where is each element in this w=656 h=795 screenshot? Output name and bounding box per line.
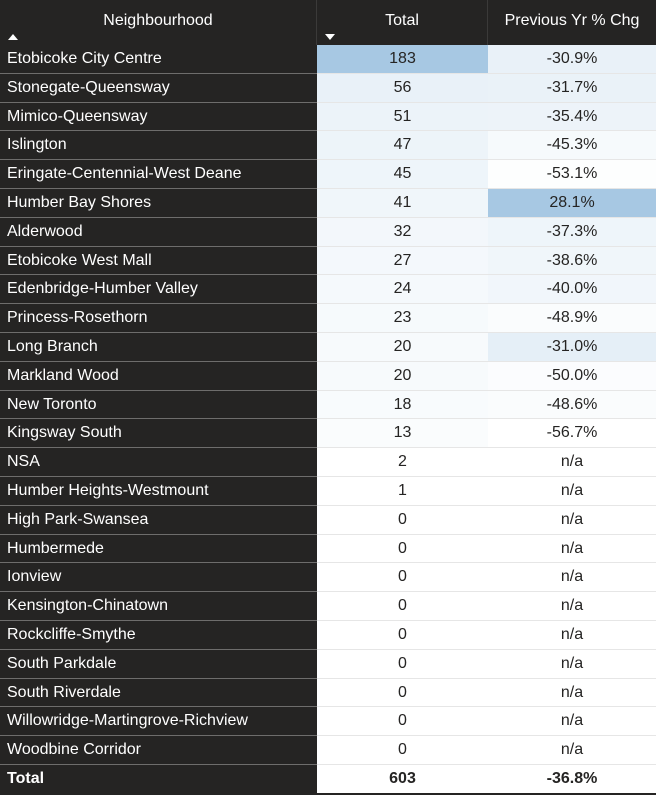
previous-yr-change-cell: n/a	[488, 736, 656, 765]
neighbourhood-cell: Humber Heights-Westmount	[0, 477, 317, 506]
previous-yr-change-cell: -48.6%	[488, 391, 656, 420]
total-cell: 0	[317, 679, 488, 708]
previous-yr-change-cell: n/a	[488, 477, 656, 506]
total-cell: 27	[317, 247, 488, 276]
table-row[interactable]	[0, 275, 656, 304]
table-row[interactable]	[0, 621, 656, 650]
total-cell: 0	[317, 736, 488, 765]
total-cell: 0	[317, 707, 488, 736]
neighbourhood-cell: South Parkdale	[0, 650, 317, 679]
previous-yr-change-cell: n/a	[488, 592, 656, 621]
column-header-total[interactable]	[317, 0, 488, 45]
total-cell: 24	[317, 275, 488, 304]
total-cell: 0	[317, 535, 488, 564]
table-row[interactable]	[0, 160, 656, 189]
table-row[interactable]	[0, 448, 656, 477]
column-header-label: Total	[385, 12, 419, 29]
neighbourhood-cell: Edenbridge-Humber Valley	[0, 275, 317, 304]
table-row[interactable]	[0, 679, 656, 708]
previous-yr-change-cell: -38.6%	[488, 247, 656, 276]
previous-yr-change-cell: n/a	[488, 506, 656, 535]
total-cell: 51	[317, 103, 488, 132]
total-cell: 41	[317, 189, 488, 218]
table-row[interactable]	[0, 247, 656, 276]
previous-yr-change-cell: n/a	[488, 650, 656, 679]
neighbourhood-cell: Mimico-Queensway	[0, 103, 317, 132]
table-row[interactable]	[0, 218, 656, 247]
previous-yr-change-cell: n/a	[488, 707, 656, 736]
total-cell: 0	[317, 592, 488, 621]
total-row	[0, 765, 656, 794]
neighbourhood-cell: Etobicoke City Centre	[0, 45, 317, 74]
neighbourhood-cell: Kensington-Chinatown	[0, 592, 317, 621]
total-cell: 20	[317, 362, 488, 391]
table-row[interactable]	[0, 736, 656, 765]
table-header	[0, 0, 656, 45]
table-row[interactable]	[0, 506, 656, 535]
neighbourhood-cell: NSA	[0, 448, 317, 477]
table-row[interactable]	[0, 103, 656, 132]
total-cell: 0	[317, 506, 488, 535]
sort-descending-icon	[325, 34, 335, 40]
previous-yr-change-cell: n/a	[488, 535, 656, 564]
total-cell: 0	[317, 563, 488, 592]
column-header-neighbourhood[interactable]	[0, 0, 317, 45]
neighbourhood-cell: South Riverdale	[0, 679, 317, 708]
total-cell: 56	[317, 74, 488, 103]
total-cell: 0	[317, 650, 488, 679]
neighbourhood-cell: Rockcliffe-Smythe	[0, 621, 317, 650]
neighbourhood-cell: Willowridge-Martingrove-Richview	[0, 707, 317, 736]
table-row[interactable]	[0, 74, 656, 103]
table-row[interactable]	[0, 189, 656, 218]
table-row[interactable]	[0, 592, 656, 621]
neighbourhood-cell: Long Branch	[0, 333, 317, 362]
neighbourhood-cell: New Toronto	[0, 391, 317, 420]
previous-yr-change-cell: -31.0%	[488, 333, 656, 362]
total-label: Total	[0, 765, 317, 794]
previous-yr-change-cell: n/a	[488, 563, 656, 592]
neighbourhood-cell: Stonegate-Queensway	[0, 74, 317, 103]
neighbourhood-cell: High Park-Swansea	[0, 506, 317, 535]
previous-yr-change-cell: n/a	[488, 679, 656, 708]
neighbourhood-cell: Woodbine Corridor	[0, 736, 317, 765]
neighbourhood-cell: Humber Bay Shores	[0, 189, 317, 218]
previous-yr-change-cell: -53.1%	[488, 160, 656, 189]
sort-ascending-icon	[8, 34, 18, 40]
neighbourhood-cell: Alderwood	[0, 218, 317, 247]
neighbourhood-cell: Humbermede	[0, 535, 317, 564]
neighbourhood-cell: Eringate-Centennial-West Deane	[0, 160, 317, 189]
table-row[interactable]	[0, 650, 656, 679]
table-row[interactable]	[0, 707, 656, 736]
previous-yr-change-cell: -30.9%	[488, 45, 656, 74]
table-row[interactable]	[0, 333, 656, 362]
total-cell: 23	[317, 304, 488, 333]
total-cell: 1	[317, 477, 488, 506]
previous-yr-change-cell: -35.4%	[488, 103, 656, 132]
neighbourhood-cell: Etobicoke West Mall	[0, 247, 317, 276]
previous-yr-change-cell: -31.7%	[488, 74, 656, 103]
neighbourhood-cell: Islington	[0, 131, 317, 160]
neighbourhood-cell: Kingsway South	[0, 419, 317, 448]
column-header-label: Previous Yr % Chg	[504, 12, 640, 29]
previous-yr-change-cell: -56.7%	[488, 419, 656, 448]
table-row[interactable]	[0, 419, 656, 448]
table-body	[0, 45, 656, 765]
total-cell: 45	[317, 160, 488, 189]
table-row[interactable]	[0, 304, 656, 333]
total-cell: 47	[317, 131, 488, 160]
neighbourhood-cell: Princess-Rosethorn	[0, 304, 317, 333]
table-row[interactable]	[0, 45, 656, 74]
table-row[interactable]	[0, 535, 656, 564]
total-cell: 13	[317, 419, 488, 448]
total-cell: 2	[317, 448, 488, 477]
table-row[interactable]	[0, 131, 656, 160]
total-cell: 183	[317, 45, 488, 74]
neighbourhood-cell: Ionview	[0, 563, 317, 592]
previous-yr-change-cell: n/a	[488, 448, 656, 477]
table-row[interactable]	[0, 362, 656, 391]
table-row[interactable]	[0, 477, 656, 506]
neighbourhood-cell: Markland Wood	[0, 362, 317, 391]
previous-yr-change-cell: -37.3%	[488, 218, 656, 247]
total-cell: 32	[317, 218, 488, 247]
previous-yr-change-cell: -40.0%	[488, 275, 656, 304]
previous-yr-change-cell: 28.1%	[488, 189, 656, 218]
total-cell: 18	[317, 391, 488, 420]
previous-yr-change-cell: -45.3%	[488, 131, 656, 160]
previous-yr-change-cell: n/a	[488, 621, 656, 650]
total-change-value: -36.8%	[546, 769, 598, 787]
column-header-previous-yr-chg[interactable]	[488, 0, 656, 45]
table-row[interactable]	[0, 563, 656, 592]
previous-yr-change-cell: -48.9%	[488, 304, 656, 333]
total-cell: 0	[317, 621, 488, 650]
column-header-label: Neighbourhood	[103, 12, 213, 29]
previous-yr-change-cell: -50.0%	[488, 362, 656, 391]
total-value: 603	[389, 769, 416, 787]
table-row[interactable]	[0, 391, 656, 420]
total-cell: 20	[317, 333, 488, 362]
